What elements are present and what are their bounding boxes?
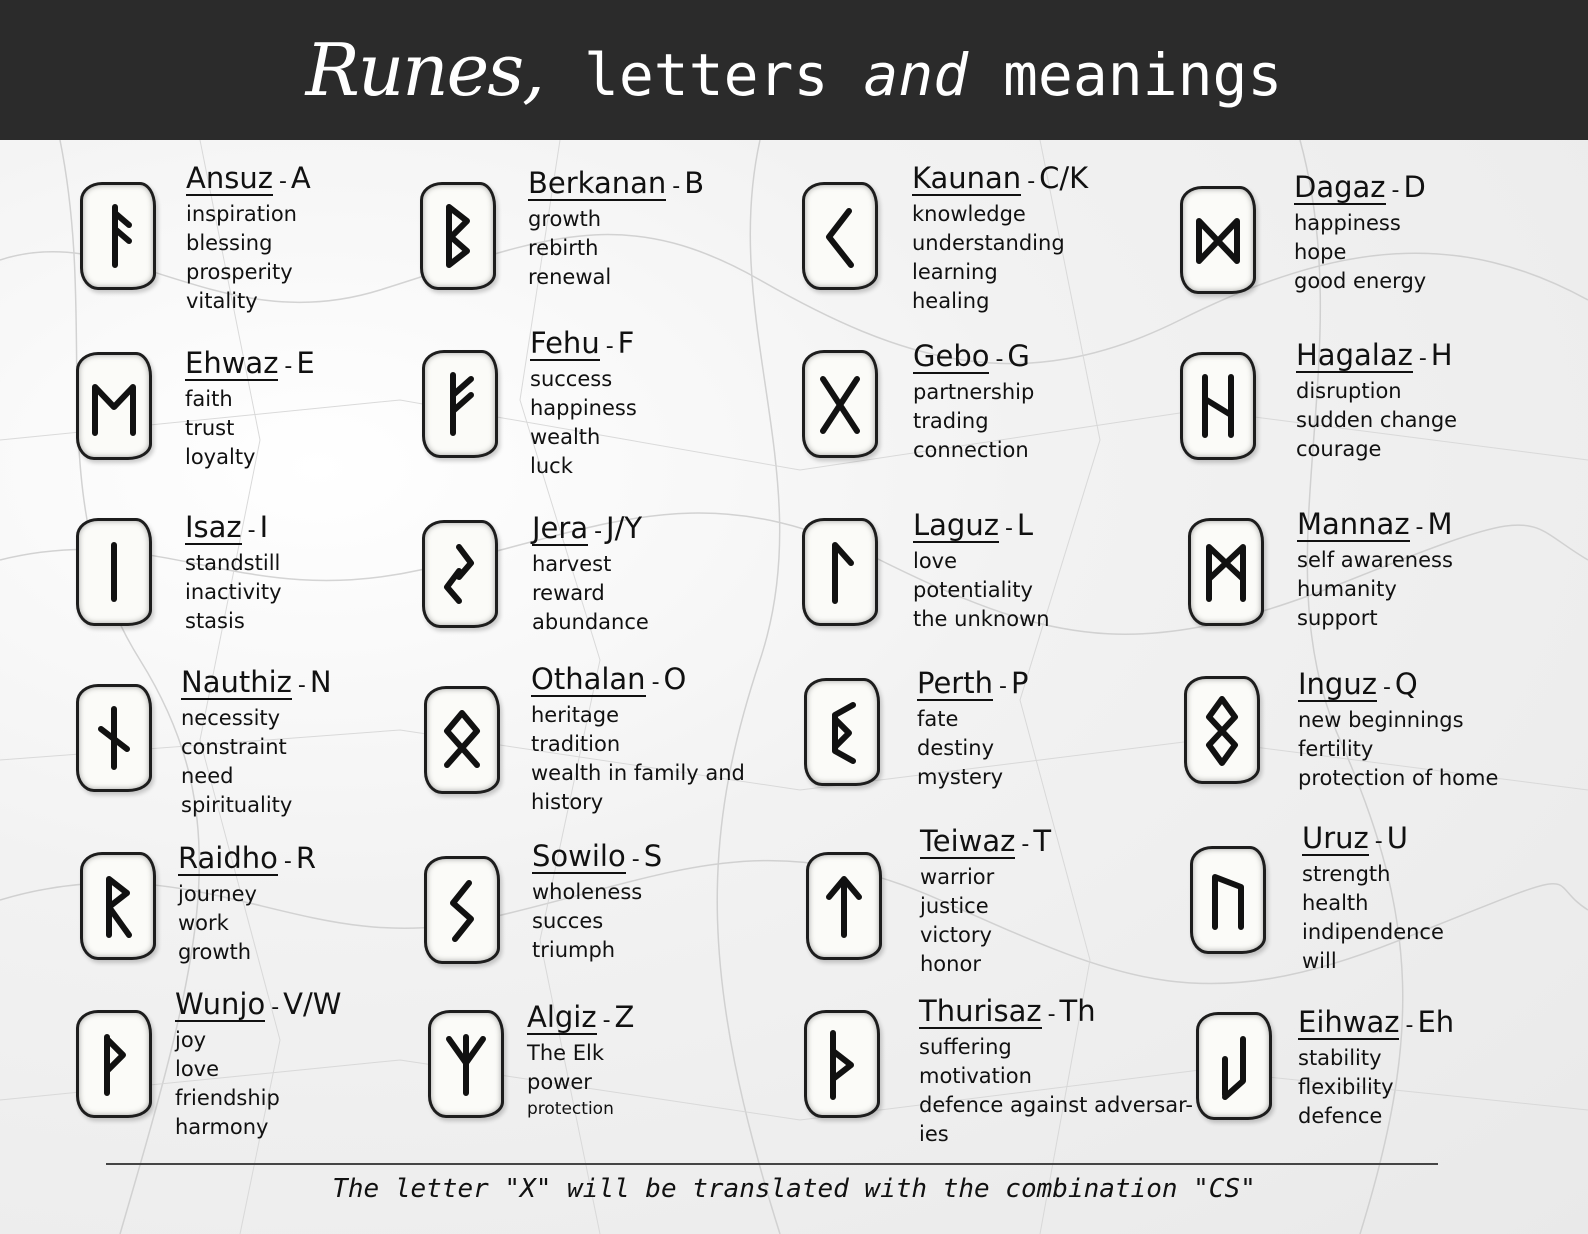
meaning-item: trust (185, 416, 235, 440)
rune-letter: Th (1059, 994, 1096, 1028)
rune-letter: F (617, 326, 635, 360)
rune-stone-mannaz (1188, 518, 1264, 626)
meaning-item: history (531, 790, 604, 814)
rune-letter: H (1430, 338, 1453, 372)
meaning-item: luck (530, 454, 573, 478)
meaning-item: tradition (531, 732, 621, 756)
rune-name: Othalan (531, 662, 646, 696)
meaning-item: motivation (919, 1064, 1032, 1088)
perth-rune-icon (815, 695, 869, 769)
rune-entry-dagaz: Dagaz - D happiness hope good energy (1294, 169, 1426, 296)
meaning-item: partnership (913, 380, 1035, 404)
title-letters: letters (549, 41, 864, 109)
meaning-item: harvest (532, 552, 612, 576)
meaning-item: knowledge (912, 202, 1026, 226)
rune-name: Eihwaz (1298, 1005, 1400, 1039)
rune-name: Fehu (530, 326, 600, 360)
meaning-item: ies (919, 1122, 949, 1146)
hagalaz-rune-icon (1191, 369, 1245, 443)
rune-name: Inguz (1298, 667, 1377, 701)
rune-name: Isaz (185, 510, 242, 544)
rune-entry-othalan: Othalan - O heritage tradition wealth in family and history (531, 661, 745, 817)
meaning-item: flexibility (1298, 1075, 1394, 1099)
meaning-item: hope (1294, 240, 1347, 264)
rune-meanings (532, 878, 662, 965)
meaning-item: wealth in family and (531, 761, 745, 785)
meaning-item: trading (913, 409, 989, 433)
rune-letter: L (1016, 508, 1034, 542)
rune-name: Teiwaz (920, 824, 1016, 858)
rune-letter: S (643, 839, 663, 873)
rune-meanings (528, 205, 704, 292)
rune-meanings (1297, 546, 1453, 633)
meaning-item: love (913, 549, 958, 573)
rune-stone-laguz (802, 518, 878, 626)
ehwaz-rune-icon (87, 369, 141, 443)
rune-meanings (185, 549, 282, 636)
rune-letter: Q (1394, 667, 1418, 701)
rune-stone-ehwaz (76, 352, 152, 460)
rune-meanings (920, 863, 1051, 979)
rune-stone-kaunan (802, 182, 878, 290)
meaning-item: the unknown (913, 607, 1050, 631)
jera-rune-icon (433, 537, 487, 611)
meaning-item: potentiality (913, 578, 1033, 602)
meaning-item: heritage (531, 703, 620, 727)
rune-entry-isaz: Isaz - I standstill inactivity stasis (185, 509, 282, 636)
rune-letter: J/Y (606, 511, 643, 545)
meaning-item: learning (912, 260, 998, 284)
meaning-item: understanding (912, 231, 1065, 255)
rune-letter: U (1386, 821, 1408, 855)
rune-letter: O (663, 662, 687, 696)
rune-name: Berkanan (528, 166, 667, 200)
rune-meanings (1296, 377, 1457, 464)
meaning-item: defence (1298, 1104, 1383, 1128)
rune-stone-inguz (1184, 676, 1260, 784)
rune-stone-berkanan (420, 182, 496, 290)
meaning-item: success (530, 367, 613, 391)
teiwaz-rune-icon (817, 869, 871, 943)
rune-entry-sowilo: Sowilo - S wholeness succes triumph (532, 838, 662, 965)
title-and: and (863, 41, 969, 109)
rune-stone-eihwaz (1196, 1012, 1272, 1120)
meaning-item: victory (920, 923, 992, 947)
fehu-rune-icon (433, 367, 487, 441)
meaning-item: new beginnings (1298, 708, 1464, 732)
rune-stone-perth (804, 678, 880, 786)
rune-stone-uruz (1190, 846, 1266, 954)
meaning-item: blessing (186, 231, 273, 255)
meaning-item: The Elk (527, 1041, 604, 1065)
meaning-item: self awareness (1297, 548, 1453, 572)
meaning-item: happiness (530, 396, 637, 420)
rune-name: Dagaz (1294, 170, 1386, 204)
meaning-item: growth (178, 940, 252, 964)
rune-name: Raidho (178, 841, 278, 875)
rune-letter: Z (614, 1000, 635, 1034)
meaning-item: renewal (528, 265, 612, 289)
meaning-item: vitality (186, 289, 258, 313)
rune-name: Gebo (913, 339, 990, 373)
rune-meanings (178, 880, 316, 967)
eihwaz-rune-icon (1207, 1029, 1261, 1103)
meaning-item: reward (532, 581, 605, 605)
rune-meanings (175, 1026, 341, 1142)
rune-entry-berkanan: Berkanan - B growth rebirth renewal (528, 165, 704, 292)
dagaz-rune-icon (1191, 203, 1245, 277)
meaning-item: growth (528, 207, 602, 231)
rune-letter: D (1403, 170, 1426, 204)
rune-stone-jera (422, 520, 498, 628)
meaning-item: destiny (917, 736, 994, 760)
rune-name: Mannaz (1297, 507, 1410, 541)
gebo-rune-icon (813, 367, 867, 441)
rune-meanings (913, 378, 1034, 465)
rune-meanings (185, 385, 315, 472)
rune-meanings (186, 200, 311, 316)
rune-stone-fehu (422, 350, 498, 458)
rune-name: Sowilo (532, 839, 626, 873)
rune-letter: E (296, 346, 315, 380)
rune-meanings (1294, 209, 1426, 296)
rune-stone-thurisaz (804, 1010, 880, 1118)
meaning-item: fertility (1298, 737, 1374, 761)
rune-entry-fehu: Fehu - F success happiness wealth luck (530, 325, 637, 481)
rune-letter: P (1010, 666, 1029, 700)
rune-entry-uruz: Uruz - U strength health indipendence will (1302, 820, 1444, 976)
meaning-item: humanity (1297, 577, 1397, 601)
rune-stone-algiz (428, 1010, 504, 1118)
page-title (306, 28, 1283, 112)
rune-stone-wunjo (76, 1010, 152, 1118)
rune-meanings (532, 550, 649, 637)
rune-meanings (912, 200, 1088, 316)
rune-letter: V/W (283, 987, 342, 1021)
rune-name: Jera (532, 511, 589, 545)
laguz-rune-icon (813, 535, 867, 609)
rune-entry-wunjo: Wunjo - V/W joy love friendship harmony (175, 986, 341, 1142)
meaning-item: joy (175, 1028, 207, 1052)
rune-name: Ehwaz (185, 346, 279, 380)
rune-entry-nauthiz: Nauthiz - N necessity constraint need spirituality (181, 664, 332, 820)
rune-stone-gebo (802, 350, 878, 458)
rune-entry-ehwaz: Ehwaz - E faith trust loyalty (185, 345, 315, 472)
meaning-item: power (527, 1070, 592, 1094)
title-meanings: meanings (968, 41, 1283, 109)
meaning-item: warrior (920, 865, 995, 889)
rune-name: Thurisaz (919, 994, 1042, 1028)
rune-stone-hagalaz (1180, 352, 1256, 460)
ansuz-rune-icon (91, 199, 145, 273)
meaning-item: standstill (185, 551, 281, 575)
rune-entry-ansuz: Ansuz - A inspiration blessing prosperity vitality (186, 160, 311, 316)
meaning-item: honor (920, 952, 981, 976)
meaning-item: healing (912, 289, 990, 313)
meaning-item: courage (1296, 437, 1382, 461)
rune-letter: G (1007, 339, 1030, 373)
rune-letter: M (1427, 507, 1453, 541)
meaning-item: stability (1298, 1046, 1382, 1070)
meaning-item: wholeness (532, 880, 643, 904)
rune-entry-gebo: Gebo - G partnership trading connection (913, 338, 1034, 465)
rune-letter: B (684, 166, 705, 200)
rune-stone-nauthiz (76, 684, 152, 792)
berkanan-rune-icon (431, 199, 485, 273)
footer-note: The letter "X" will be translated with the combination "CS" (332, 1174, 1256, 1204)
meaning-item: happiness (1294, 211, 1401, 235)
rune-entry-eihwaz: Eihwaz - Eh stability flexibility defence (1298, 1004, 1454, 1131)
meaning-item: work (178, 911, 229, 935)
title-banner (0, 0, 1588, 140)
rune-name: Hagalaz (1296, 338, 1413, 372)
meaning-item: protection (527, 1099, 614, 1119)
meaning-item: stasis (185, 609, 245, 633)
rune-meanings (1302, 860, 1444, 976)
rune-letter: R (295, 841, 316, 875)
othalan-rune-icon (435, 703, 489, 777)
rune-entry-kaunan: Kaunan - C/K knowledge understanding learning healing (912, 160, 1088, 316)
rune-stone-raidho (80, 852, 156, 960)
rune-entry-laguz: Laguz - L love potentiality the unknown (913, 507, 1050, 634)
meaning-item: indipendence (1302, 920, 1444, 944)
meaning-item: suffering (919, 1035, 1012, 1059)
meaning-item: sudden change (1296, 408, 1458, 432)
rune-letter: T (1033, 824, 1052, 858)
meaning-item: harmony (175, 1115, 269, 1139)
rune-name: Perth (917, 666, 993, 700)
rune-stone-teiwaz (806, 852, 882, 960)
meaning-item: support (1297, 606, 1378, 630)
rune-letter: C/K (1039, 161, 1089, 195)
uruz-rune-icon (1201, 863, 1255, 937)
rune-entry-algiz: Algiz - Z The Elk power protection (527, 1000, 635, 1119)
meaning-item: spirituality (181, 793, 293, 817)
meaning-item: triumph (532, 938, 616, 962)
rune-meanings (913, 547, 1050, 634)
rune-name: Laguz (913, 508, 999, 542)
meaning-item: health (1302, 891, 1369, 915)
meaning-item: defence against adversar- (919, 1093, 1193, 1117)
meaning-item: strength (1302, 862, 1391, 886)
meaning-item: necessity (181, 706, 281, 730)
rune-name: Ansuz (186, 161, 273, 195)
rune-letter: A (290, 161, 311, 195)
meaning-item: connection (913, 438, 1029, 462)
rune-stone-isaz (76, 518, 152, 626)
meaning-item: good energy (1294, 269, 1427, 293)
meaning-item: friendship (175, 1086, 280, 1110)
inguz-rune-icon (1195, 693, 1249, 767)
meaning-item: love (175, 1057, 220, 1081)
rune-letter: Eh (1417, 1005, 1455, 1039)
rune-stone-ansuz (80, 182, 156, 290)
rune-entry-thurisaz: Thurisaz - Th suffering motivation defence against adversar- ies (919, 993, 1193, 1149)
meaning-item: inactivity (185, 580, 282, 604)
meaning-item: disruption (1296, 379, 1402, 403)
meaning-item: mystery (917, 765, 1004, 789)
rune-meanings (1298, 706, 1498, 793)
rune-entry-jera: Jera - J/Y harvest reward abundance (532, 510, 649, 637)
rune-entry-teiwaz: Teiwaz - T warrior justice victory honor (920, 823, 1051, 979)
rune-letter: I (259, 510, 269, 544)
meaning-item: journey (178, 882, 257, 906)
rune-stone-othalan (424, 686, 500, 794)
rune-name: Uruz (1302, 821, 1369, 855)
rune-meanings (919, 1033, 1193, 1149)
meaning-item: constraint (181, 735, 287, 759)
rune-meanings (1298, 1044, 1454, 1131)
raidho-rune-icon (91, 869, 145, 943)
rune-meanings (917, 705, 1028, 792)
kaunan-rune-icon (813, 199, 867, 273)
meaning-item: inspiration (186, 202, 297, 226)
sowilo-rune-icon (435, 873, 489, 947)
algiz-rune-icon (439, 1027, 493, 1101)
isaz-rune-icon (87, 535, 141, 609)
meaning-item: loyalty (185, 445, 256, 469)
meaning-item: abundance (532, 610, 649, 634)
wunjo-rune-icon (87, 1027, 141, 1101)
rune-entry-raidho: Raidho - R journey work growth (178, 840, 316, 967)
rune-entry-perth: Perth - P fate destiny mystery (917, 665, 1028, 792)
meaning-item: will (1302, 949, 1337, 973)
rune-meanings (530, 365, 637, 481)
thurisaz-rune-icon (815, 1027, 869, 1101)
rune-meanings (527, 1039, 634, 1121)
rune-letter: N (309, 665, 332, 699)
rune-meanings (181, 704, 332, 820)
meaning-item: need (181, 764, 234, 788)
footer-divider (106, 1163, 1438, 1165)
meaning-item: justice (920, 894, 989, 918)
meaning-item: wealth (530, 425, 601, 449)
title-script: Runes, (305, 28, 544, 112)
rune-name: Algiz (527, 1000, 597, 1034)
meaning-item: prosperity (186, 260, 293, 284)
rune-name: Nauthiz (181, 665, 292, 699)
rune-stone-dagaz (1180, 186, 1256, 294)
meaning-item: rebirth (528, 236, 599, 260)
rune-stone-sowilo (424, 856, 500, 964)
rune-entry-mannaz: Mannaz - M self awareness humanity support (1297, 506, 1453, 633)
rune-name: Wunjo (175, 987, 266, 1021)
mannaz-rune-icon (1199, 535, 1253, 609)
rune-entry-hagalaz: Hagalaz - H disruption sudden change courage (1296, 337, 1457, 464)
nauthiz-rune-icon (87, 701, 141, 775)
meaning-item: succes (532, 909, 604, 933)
meaning-item: faith (185, 387, 233, 411)
meaning-item: fate (917, 707, 959, 731)
rune-meanings (531, 701, 745, 817)
rune-entry-inguz: Inguz - Q new beginnings fertility protection of home (1298, 666, 1498, 793)
rune-name: Kaunan (912, 161, 1022, 195)
meaning-item: protection of home (1298, 766, 1499, 790)
